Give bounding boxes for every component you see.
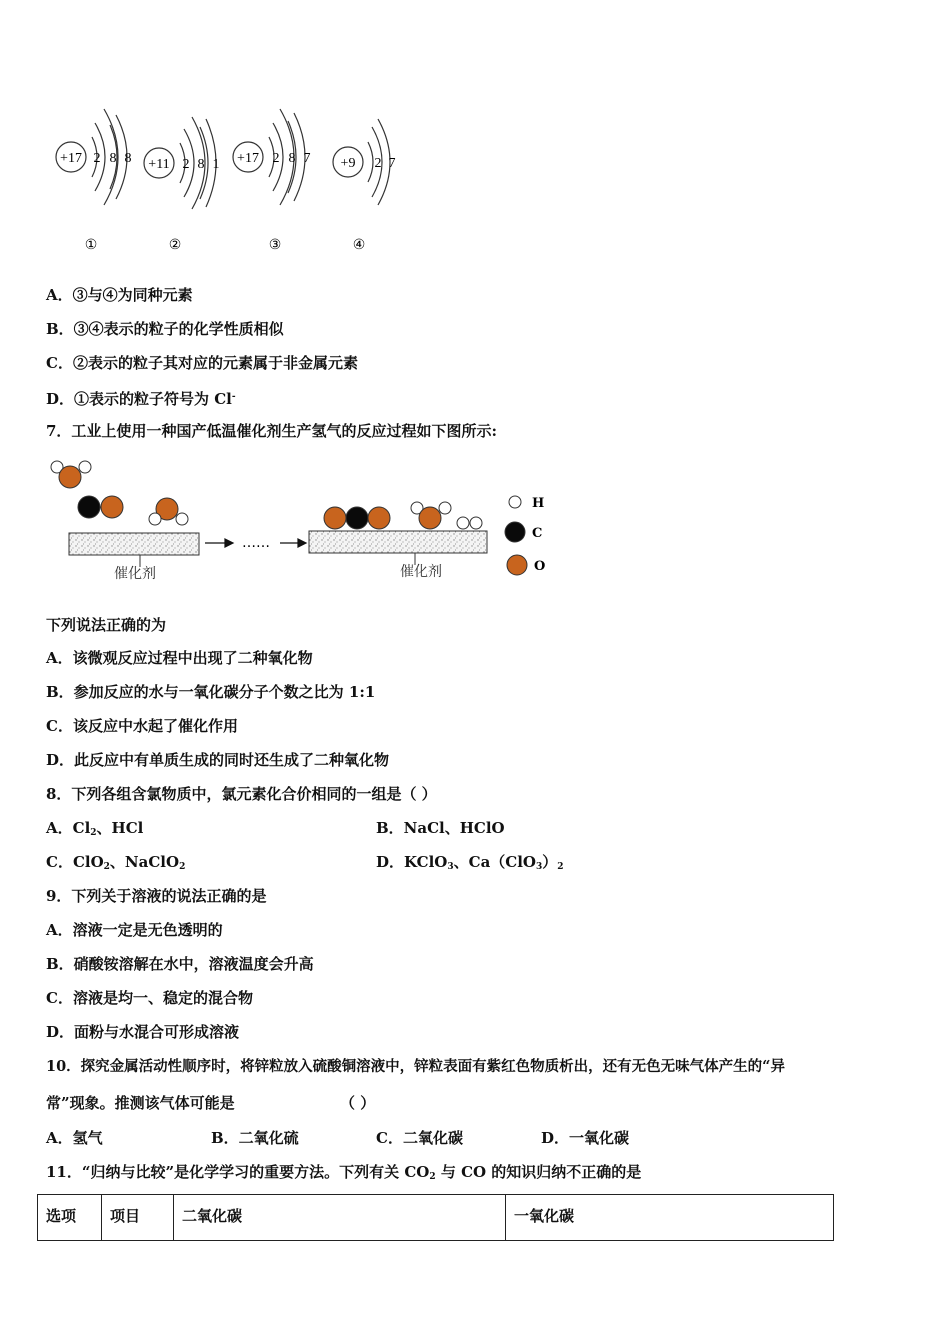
diagram-label: ② [168, 238, 182, 253]
q8-option-b: B．NaCl、HClO [376, 819, 505, 837]
atom-2 [148, 157, 219, 253]
atom-3 [237, 151, 310, 253]
q10-stem-line1: 10．探究金属活动性顺序时，将锌粒放入硫酸铜溶液中，锌粒表面有紫红色物质析出，还有无色无味气体产生的“异 [46, 1058, 786, 1075]
q11-stem [46, 1162, 641, 1187]
q6-option-a: A．③与④为同种元素 [46, 286, 193, 304]
shell-electrons: 7 [303, 151, 311, 166]
text: C．ClO [46, 853, 104, 871]
shell-electrons: 8 [109, 151, 117, 166]
q9-stem: 9．下列关于溶液的说法正确的是 [46, 887, 267, 905]
text: 11．“归纳与比较”是化学学习的重要方法。下列有关 CO [46, 1163, 430, 1181]
q8-option-a [46, 818, 143, 843]
hydrogen-molecule [457, 517, 482, 529]
co-molecule [78, 496, 123, 518]
catalyst-right [309, 531, 487, 553]
subscript: 3 [447, 862, 454, 872]
shell-electrons: 8 [288, 151, 296, 166]
shell-electrons: 7 [388, 156, 396, 171]
text: 、Ca（ClO [453, 853, 536, 871]
q10-option-c: C．二氧化碳 [376, 1129, 463, 1147]
q7-prompt: 下列说法正确的为 [46, 616, 167, 634]
table-header-row [38, 1195, 834, 1241]
table-header-item: 项目 [102, 1195, 174, 1241]
catalyst-label-left: 催化剂 [114, 566, 156, 582]
hydroxyl-molecule [411, 502, 451, 529]
q7-option-c: C．该反应中水起了催化作用 [46, 717, 238, 735]
legend-o: O [534, 559, 546, 574]
atom-4 [341, 156, 396, 253]
q6-option-d [46, 387, 236, 409]
q10-option-d: D．一氧化碳 [541, 1129, 630, 1147]
legend [505, 496, 545, 575]
water-molecule-adsorbed [149, 498, 188, 525]
q9-option-d: D．面粉与水混合可形成溶液 [46, 1023, 240, 1041]
catalyst-left [69, 533, 199, 555]
text: 与 CO 的知识归纳不正确的是 [435, 1163, 642, 1181]
shell-electrons: 2 [93, 151, 101, 166]
diagram-label: ④ [352, 238, 366, 253]
subscript: 2 [103, 862, 110, 872]
q10-answer-paren: （ ） [340, 1094, 376, 1112]
subscript: 2 [90, 828, 97, 838]
q6-option-d-text: D．①表示的粒子符号为 Cl [46, 390, 232, 408]
reaction-process-diagram [45, 455, 565, 590]
shell-electrons: 1 [212, 157, 220, 172]
shell-electrons: 8 [124, 151, 132, 166]
table-header-co: 一氧化碳 [506, 1195, 834, 1241]
q7-option-d: D．此反应中有单质生成的同时还生成了二种氧化物 [46, 751, 390, 769]
table-header-option: 选项 [38, 1195, 102, 1241]
subscript: 2 [179, 862, 186, 872]
q6-option-b: B．③④表示的粒子的化学性质相似 [46, 320, 284, 338]
q9-option-a: A．溶液一定是无色透明的 [46, 921, 223, 939]
text: D．KClO [376, 853, 448, 871]
ellipsis: …… [242, 535, 270, 551]
q8-option-c [46, 852, 185, 877]
q10-option-a: A．氢气 [46, 1129, 103, 1147]
shell-electrons: 8 [197, 157, 205, 172]
diagram-label: ① [84, 238, 98, 253]
atom-structure-diagrams [40, 95, 420, 260]
water-molecule [51, 461, 91, 488]
co2-molecule [324, 507, 390, 529]
subscript: 2 [429, 1172, 436, 1182]
subscript: 3 [536, 862, 543, 872]
nucleus-charge: +11 [148, 157, 170, 172]
q7-stem: 7．工业上使用一种国产低温催化剂生产氢气的反应过程如下图所示: [46, 422, 497, 440]
q7-option-b: B．参加反应的水与一氧化碳分子个数之比为 1:1 [46, 683, 376, 701]
q8-stem: 8．下列各组含氯物质中，氯元素化合价相同的一组是（ ） [46, 785, 437, 803]
legend-c: C [532, 526, 543, 541]
nucleus-charge: +9 [340, 156, 356, 171]
text: 、NaClO [109, 853, 180, 871]
q7-option-a: A．该微观反应过程中出现了二种氧化物 [46, 649, 313, 667]
nucleus-charge: +17 [237, 151, 259, 166]
q10-option-b: B．二氧化硫 [211, 1129, 299, 1147]
shell-electrons: 2 [182, 157, 190, 172]
shell-electrons: 2 [374, 156, 382, 171]
q9-option-b: B．硝酸铵溶解在水中，溶液温度会升高 [46, 955, 314, 973]
q6-option-c: C．②表示的粒子其对应的元素属于非金属元素 [46, 354, 358, 372]
catalyst-label-right: 催化剂 [400, 564, 442, 580]
subscript: 2 [557, 862, 564, 872]
nucleus-charge: +17 [60, 151, 82, 166]
text: ） [542, 853, 558, 871]
q9-option-c: C．溶液是均一、稳定的混合物 [46, 989, 253, 1007]
text: 、HCl [96, 819, 144, 837]
q10-stem-line2: 常”现象。推测该气体可能是 [46, 1094, 235, 1112]
legend-h: H [532, 496, 545, 511]
charge-superscript: - [231, 392, 236, 402]
text: A．Cl [46, 819, 91, 837]
shell-electrons: 2 [272, 151, 280, 166]
table-header-co2: 二氧化碳 [174, 1195, 506, 1241]
comparison-table [37, 1194, 834, 1241]
q8-option-d [376, 852, 564, 877]
diagram-label: ③ [268, 238, 282, 253]
